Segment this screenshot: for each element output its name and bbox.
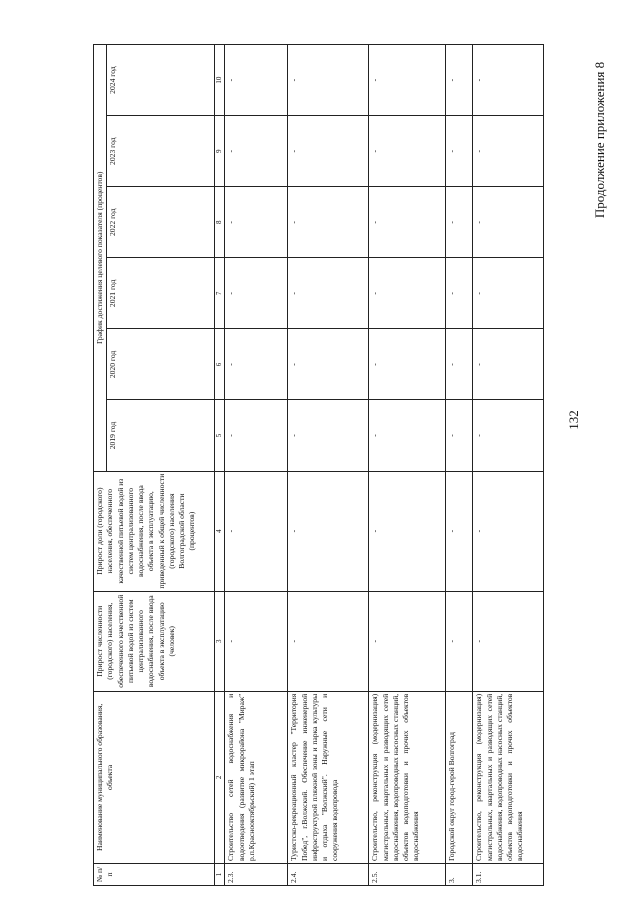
row-value: - xyxy=(225,187,288,258)
column-number: 8 xyxy=(215,187,225,258)
row-value: - xyxy=(288,591,369,691)
header-num: № п/п xyxy=(94,863,215,885)
row-value: - xyxy=(369,45,446,116)
row-value: - xyxy=(225,45,288,116)
header-year: 2024 год xyxy=(107,45,215,116)
row-value: - xyxy=(225,116,288,187)
row-num: 2.5. xyxy=(369,863,446,885)
row-value: - xyxy=(225,591,288,691)
row-value: - xyxy=(369,591,446,691)
row-value: - xyxy=(288,258,369,329)
row-value: - xyxy=(369,258,446,329)
header-name: Наименование муниципального образования, объекта xyxy=(94,691,215,863)
row-value: - xyxy=(446,400,473,471)
header-year: 2021 год xyxy=(107,258,215,329)
row-value: - xyxy=(288,329,369,400)
row-value: - xyxy=(473,591,544,691)
column-number: 7 xyxy=(215,258,225,329)
column-number: 6 xyxy=(215,329,225,400)
row-value: - xyxy=(225,329,288,400)
row-value: - xyxy=(369,116,446,187)
page-number: 132 xyxy=(566,410,581,430)
row-value: - xyxy=(473,116,544,187)
row-num: 3.1. xyxy=(473,863,544,885)
row-value: - xyxy=(446,258,473,329)
row-value: - xyxy=(446,116,473,187)
column-number: 5 xyxy=(215,400,225,471)
row-value: - xyxy=(369,187,446,258)
row-num: 2.4. xyxy=(288,863,369,885)
header-increase-share: Прирост доли (городского) населения, обеспеченного качественной питьевой водой из систем централизованного водоснабжения, после ввода объекта в эксплуатацию, приведенный к общей численности (городского) населения Волгоградской области (процентов) xyxy=(94,471,215,591)
indicator-table xyxy=(93,44,544,886)
row-name: Туристско-рекреационный кластер "Территория Побед", г.Волжский. Обеспечение инженерной инфраструктурой пляжной зоны и парка культуры и отдыха "Волжский". Наружные сети и сооружения водопровода xyxy=(288,691,369,863)
row-value: - xyxy=(446,187,473,258)
table-row xyxy=(446,45,473,886)
table-row xyxy=(473,45,544,886)
row-value: - xyxy=(288,471,369,591)
row-value: - xyxy=(473,258,544,329)
column-number: 10 xyxy=(215,45,225,116)
column-number: 2 xyxy=(215,691,225,863)
row-value: - xyxy=(473,471,544,591)
header-year: 2022 год xyxy=(107,187,215,258)
row-value: - xyxy=(446,471,473,591)
column-number: 9 xyxy=(215,116,225,187)
row-value: - xyxy=(369,400,446,471)
row-num: 2.3. xyxy=(225,863,288,885)
header-schedule: График достижения целевого показателя (процентов) xyxy=(94,45,107,472)
row-value: - xyxy=(446,329,473,400)
row-value: - xyxy=(288,116,369,187)
row-name: Строительство, реконструкция (модернизация) магистральных, квартальных и разводящих сетей водоснабжения, водопроводных насосных станций, объектов водоподготовки и прочих объектов водоснабжения xyxy=(473,691,544,863)
column-number: 1 xyxy=(215,863,225,885)
row-num: 3. xyxy=(446,863,473,885)
row-name: Строительство сетей водоснабжения и водоотведения (развитие микрорайона "Мираж" р.п.Краснооктябрьский) 1 этап xyxy=(225,691,288,863)
row-value: - xyxy=(473,329,544,400)
table-row xyxy=(369,45,446,886)
row-value: - xyxy=(288,45,369,116)
table-row xyxy=(225,45,288,886)
row-value: - xyxy=(288,400,369,471)
header-increase-people: Прирост численности (городского) населения, обеспеченного качественной питьевой водой из систем централизованного водоснабжения, после ввода объекта в эксплуатацию (человек) xyxy=(94,591,215,691)
header-year: 2019 год xyxy=(107,400,215,471)
row-name: Городской округ город-герой Волгоград xyxy=(446,691,473,863)
row-value: - xyxy=(288,187,369,258)
row-value: - xyxy=(225,471,288,591)
row-value: - xyxy=(473,45,544,116)
row-value: - xyxy=(446,591,473,691)
row-name: Строительство, реконструкция (модернизация) магистральных, квартальных и разводящих сетей водоснабжения, водопроводных насосных станций, объектов водоподготовки и прочих объектов водоснабжения xyxy=(369,691,446,863)
column-number: 3 xyxy=(215,591,225,691)
header-year: 2023 год xyxy=(107,116,215,187)
row-value: - xyxy=(473,400,544,471)
row-value: - xyxy=(225,400,288,471)
rotated-table-frame xyxy=(93,44,561,886)
header-year: 2020 год xyxy=(107,329,215,400)
column-number: 4 xyxy=(215,471,225,591)
row-value: - xyxy=(225,258,288,329)
table-row xyxy=(288,45,369,886)
row-value: - xyxy=(446,45,473,116)
appendix-continuation-title: Продолжение приложения 8 xyxy=(592,61,607,219)
column-number-row xyxy=(215,45,225,886)
row-value: - xyxy=(369,471,446,591)
row-value: - xyxy=(473,187,544,258)
row-value: - xyxy=(369,329,446,400)
